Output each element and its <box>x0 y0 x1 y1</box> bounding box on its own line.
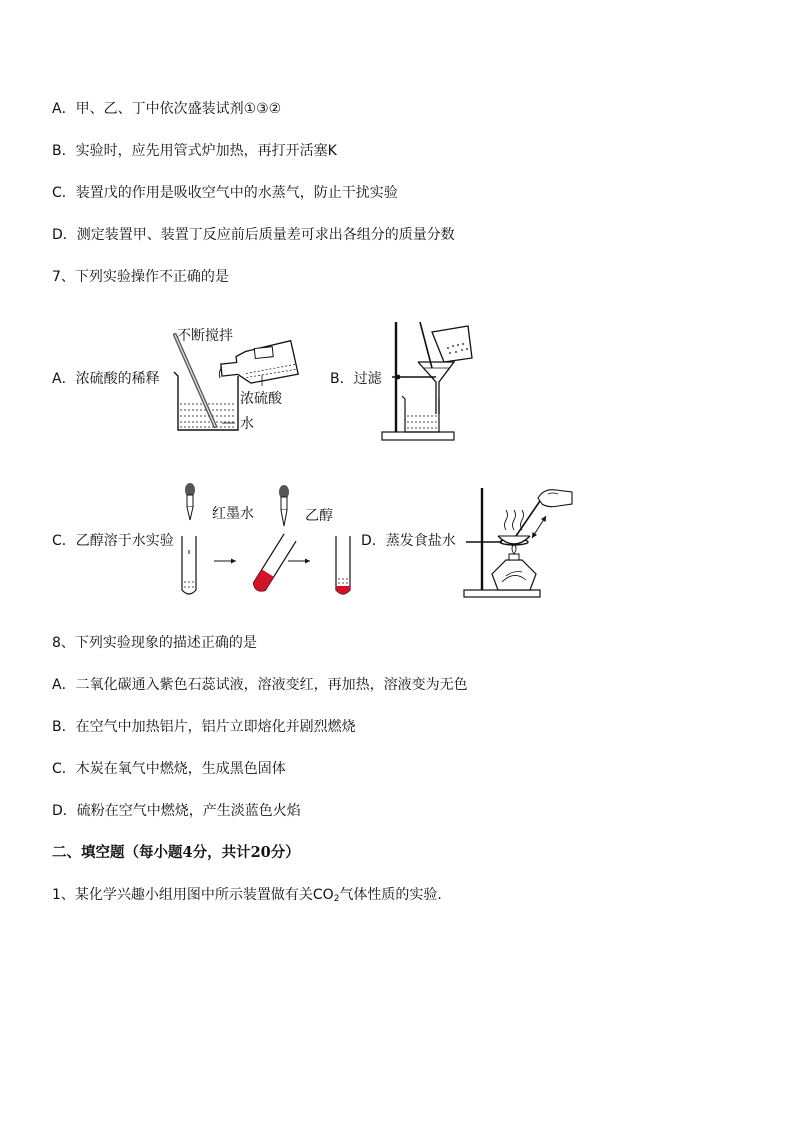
q1-text-before: 1、某化学兴趣小组用图中所示装置做有关CO <box>52 887 334 903</box>
q6-option-c: C．装置戊的作用是吸收空气中的水蒸气，防止干扰实验 <box>52 185 398 201</box>
label-red-ink: 红墨水 <box>212 506 254 522</box>
label-water: 水 <box>240 416 254 432</box>
q1-subscript: 2 <box>333 894 340 904</box>
q7-option-a: A．浓硫酸的稀释 <box>52 371 160 387</box>
q7-option-c: C．乙醇溶于水实验 <box>52 533 174 549</box>
q8-option-c: C．木炭在氧气中燃烧，生成黑色固体 <box>52 761 286 777</box>
filtration-figure <box>378 318 478 445</box>
q1-text-after: 气体性质的实验. <box>339 887 442 903</box>
q8-option-b: B．在空气中加热铝片，铝片立即熔化并剧烈燃烧 <box>52 719 356 735</box>
label-stirring: 不断搅拌 <box>177 328 233 344</box>
q7-stem: 7、下列实验操作不正确的是 <box>52 269 229 285</box>
q6-option-b: B．实验时，应先用管式炉加热，再打开活塞K <box>52 143 337 159</box>
q8-option-a: A．二氧化碳通入紫色石蕊试液，溶液变红，再加热，溶液变为无色 <box>52 677 468 693</box>
q6-option-a: A．甲、乙、丁中依次盛装试剂①③② <box>52 101 282 117</box>
q8-option-d: D．硫粉在空气中燃烧，产生淡蓝色火焰 <box>52 803 301 819</box>
label-conc-sulfuric-acid: 浓硫酸 <box>240 391 282 407</box>
label-ethanol: 乙醇 <box>305 508 333 524</box>
evaporation-figure <box>458 478 578 602</box>
q7-option-b: B．过滤 <box>330 371 382 387</box>
q8-stem: 8、下列实验现象的描述正确的是 <box>52 635 257 651</box>
q7-option-d: D．蒸发食盐水 <box>361 533 456 549</box>
fill-question-1 <box>52 885 442 909</box>
q6-option-d: D．测定装置甲、装置丁反应前后质量差可求出各组分的质量分数 <box>52 227 455 243</box>
ethanol-dissolution-figure <box>176 478 366 602</box>
section-heading: 二、填空题（每小题4分，共计20分） <box>52 844 300 861</box>
